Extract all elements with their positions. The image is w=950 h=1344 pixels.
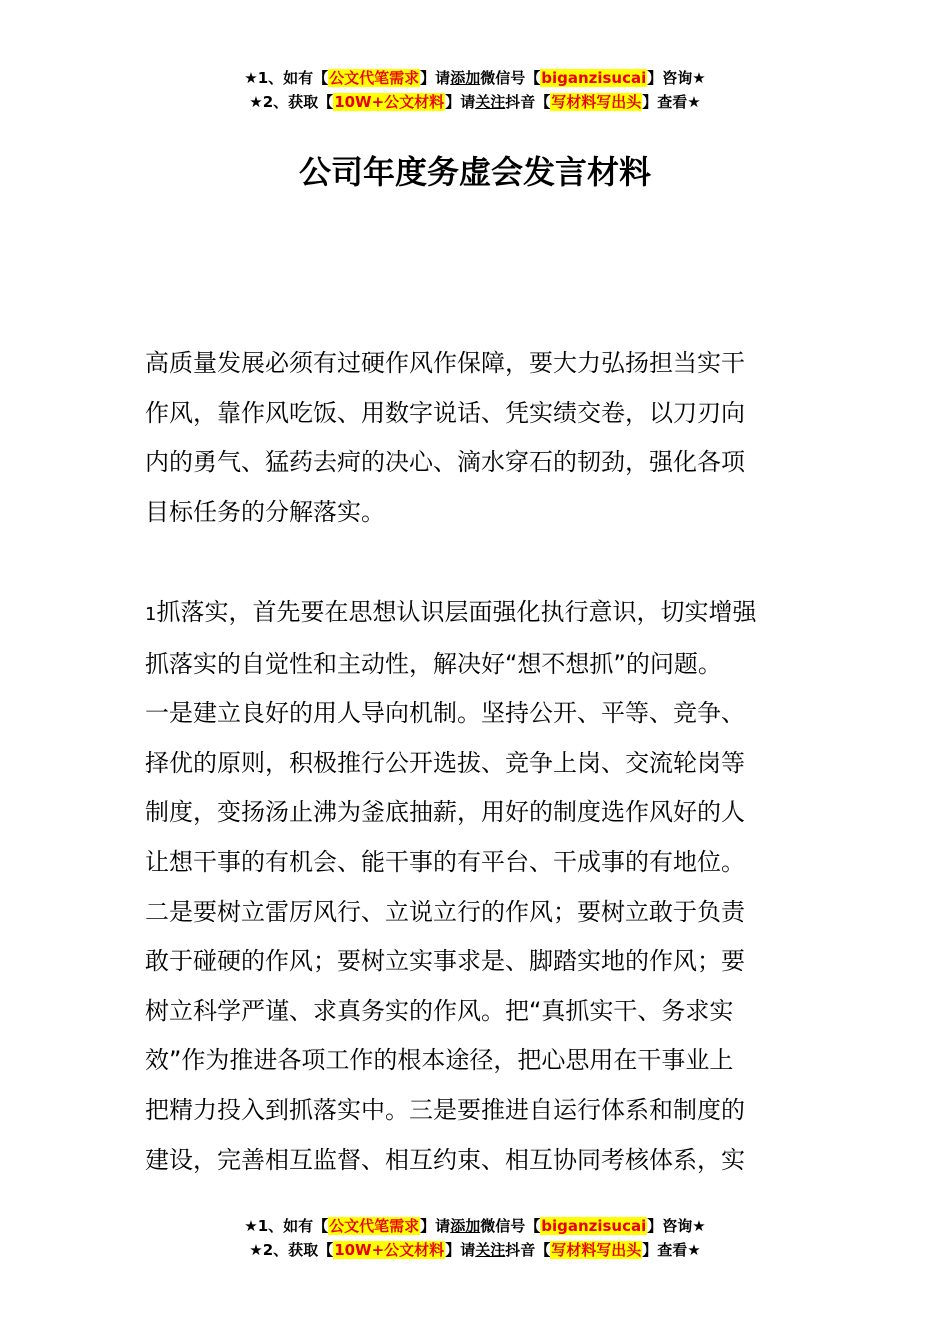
banner-text: 】请 xyxy=(420,1217,451,1235)
banner-line-2 xyxy=(0,1238,950,1262)
paragraph-line: 目标任务的分解落实。 xyxy=(145,497,385,526)
footer-banner xyxy=(0,1214,950,1262)
emphasis-add: 添加 xyxy=(450,69,481,87)
paragraph-line: 高质量发展必须有过硬作风作保障，要大力弘扬担当实干 xyxy=(145,349,745,377)
highlight-materials: 10W+公文材料 xyxy=(334,93,445,111)
banner-line-2 xyxy=(0,90,950,114)
paragraph-line: 敢于碰硬的作风；要树立实事求是、脚踏实地的作风；要 xyxy=(145,947,745,976)
highlight-materials: 10W+公文材料 xyxy=(334,1241,445,1259)
highlight-douyin-account: 写材料写出头 xyxy=(551,93,642,111)
banner-text: ★2、获取【 xyxy=(249,93,334,111)
banner-text: 】咨询★ xyxy=(647,69,706,87)
highlight-wechat-id: biganzisucai xyxy=(541,1217,647,1235)
header-banner xyxy=(0,66,950,114)
paragraph-line: 抓落实的自觉性和主动性，解决好“想不想抓”的问题。 xyxy=(145,649,722,678)
paragraph-intro xyxy=(145,339,810,537)
paragraph-line: 树立科学严谨、求真务实的作风。把“真抓实干、务求实 xyxy=(145,996,734,1025)
paragraph-section-1 xyxy=(145,588,810,1185)
banner-text: 】请 xyxy=(420,69,451,87)
paragraph-line: 一是建立良好的用人导向机制。坚持公开、平等、竞争、 xyxy=(145,699,745,728)
paragraph-line: 二是要树立雷厉风行、立说立行的作风；要树立敢于负责 xyxy=(145,897,745,926)
paragraph-line: 制度，变扬汤止沸为釜底抽薪，用好的制度选作风好的人 xyxy=(145,798,745,827)
banner-text: ★1、如有【 xyxy=(244,69,329,87)
paragraph-line: 效”作为推进各项工作的根本途径，把心思用在干事业上 xyxy=(145,1046,734,1075)
emphasis-follow: 关注 xyxy=(475,93,506,111)
banner-text: ★1、如有【 xyxy=(244,1217,329,1235)
banner-text: 】查看★ xyxy=(642,1241,701,1259)
banner-text: 】查看★ xyxy=(642,93,701,111)
highlight-ghostwriting: 公文代笔需求 xyxy=(329,69,420,87)
paragraph-line: 择优的原则，积极推行公开选拔、竞争上岗、交流轮岗等 xyxy=(145,748,745,777)
banner-text: 抖音【 xyxy=(505,93,551,111)
emphasis-follow: 关注 xyxy=(475,1241,506,1259)
paragraph-line: 作风，靠作风吃饭、用数字说话、凭实绩交卷，以刀刃向 xyxy=(145,398,745,427)
banner-text: 抖音【 xyxy=(505,1241,551,1259)
paragraph-line-text: 抓落实，首先要在思想认识层面强化执行意识，切实增强 xyxy=(156,598,757,626)
banner-text: 微信号【 xyxy=(480,1217,541,1235)
banner-text: 】请 xyxy=(445,93,476,111)
section-number: 1 xyxy=(145,604,157,625)
document-title: 公司年度务虚会发言材料 xyxy=(298,153,651,191)
highlight-ghostwriting: 公文代笔需求 xyxy=(329,1217,420,1235)
banner-text: 】咨询★ xyxy=(647,1217,706,1235)
emphasis-add: 添加 xyxy=(450,1217,481,1235)
banner-text: 微信号【 xyxy=(480,69,541,87)
paragraph-line: 让想干事的有机会、能干事的有平台、干成事的有地位。 xyxy=(145,847,745,876)
banner-text: 】请 xyxy=(445,1241,476,1259)
highlight-wechat-id: biganzisucai xyxy=(541,69,647,87)
banner-line-1 xyxy=(0,1214,950,1238)
paragraph-line xyxy=(145,588,810,640)
paragraph-line: 内的勇气、猛药去疴的决心、滴水穿石的韧劲，强化各项 xyxy=(145,448,745,477)
paragraph-line: 建设，完善相互监督、相互约束、相互协同考核体系，实 xyxy=(145,1145,745,1174)
highlight-douyin-account: 写材料写出头 xyxy=(551,1241,642,1259)
banner-line-1 xyxy=(0,66,950,90)
banner-text: ★2、获取【 xyxy=(249,1241,334,1259)
paragraph-line: 把精力投入到抓落实中。三是要推进自运行体系和制度的 xyxy=(145,1095,745,1124)
